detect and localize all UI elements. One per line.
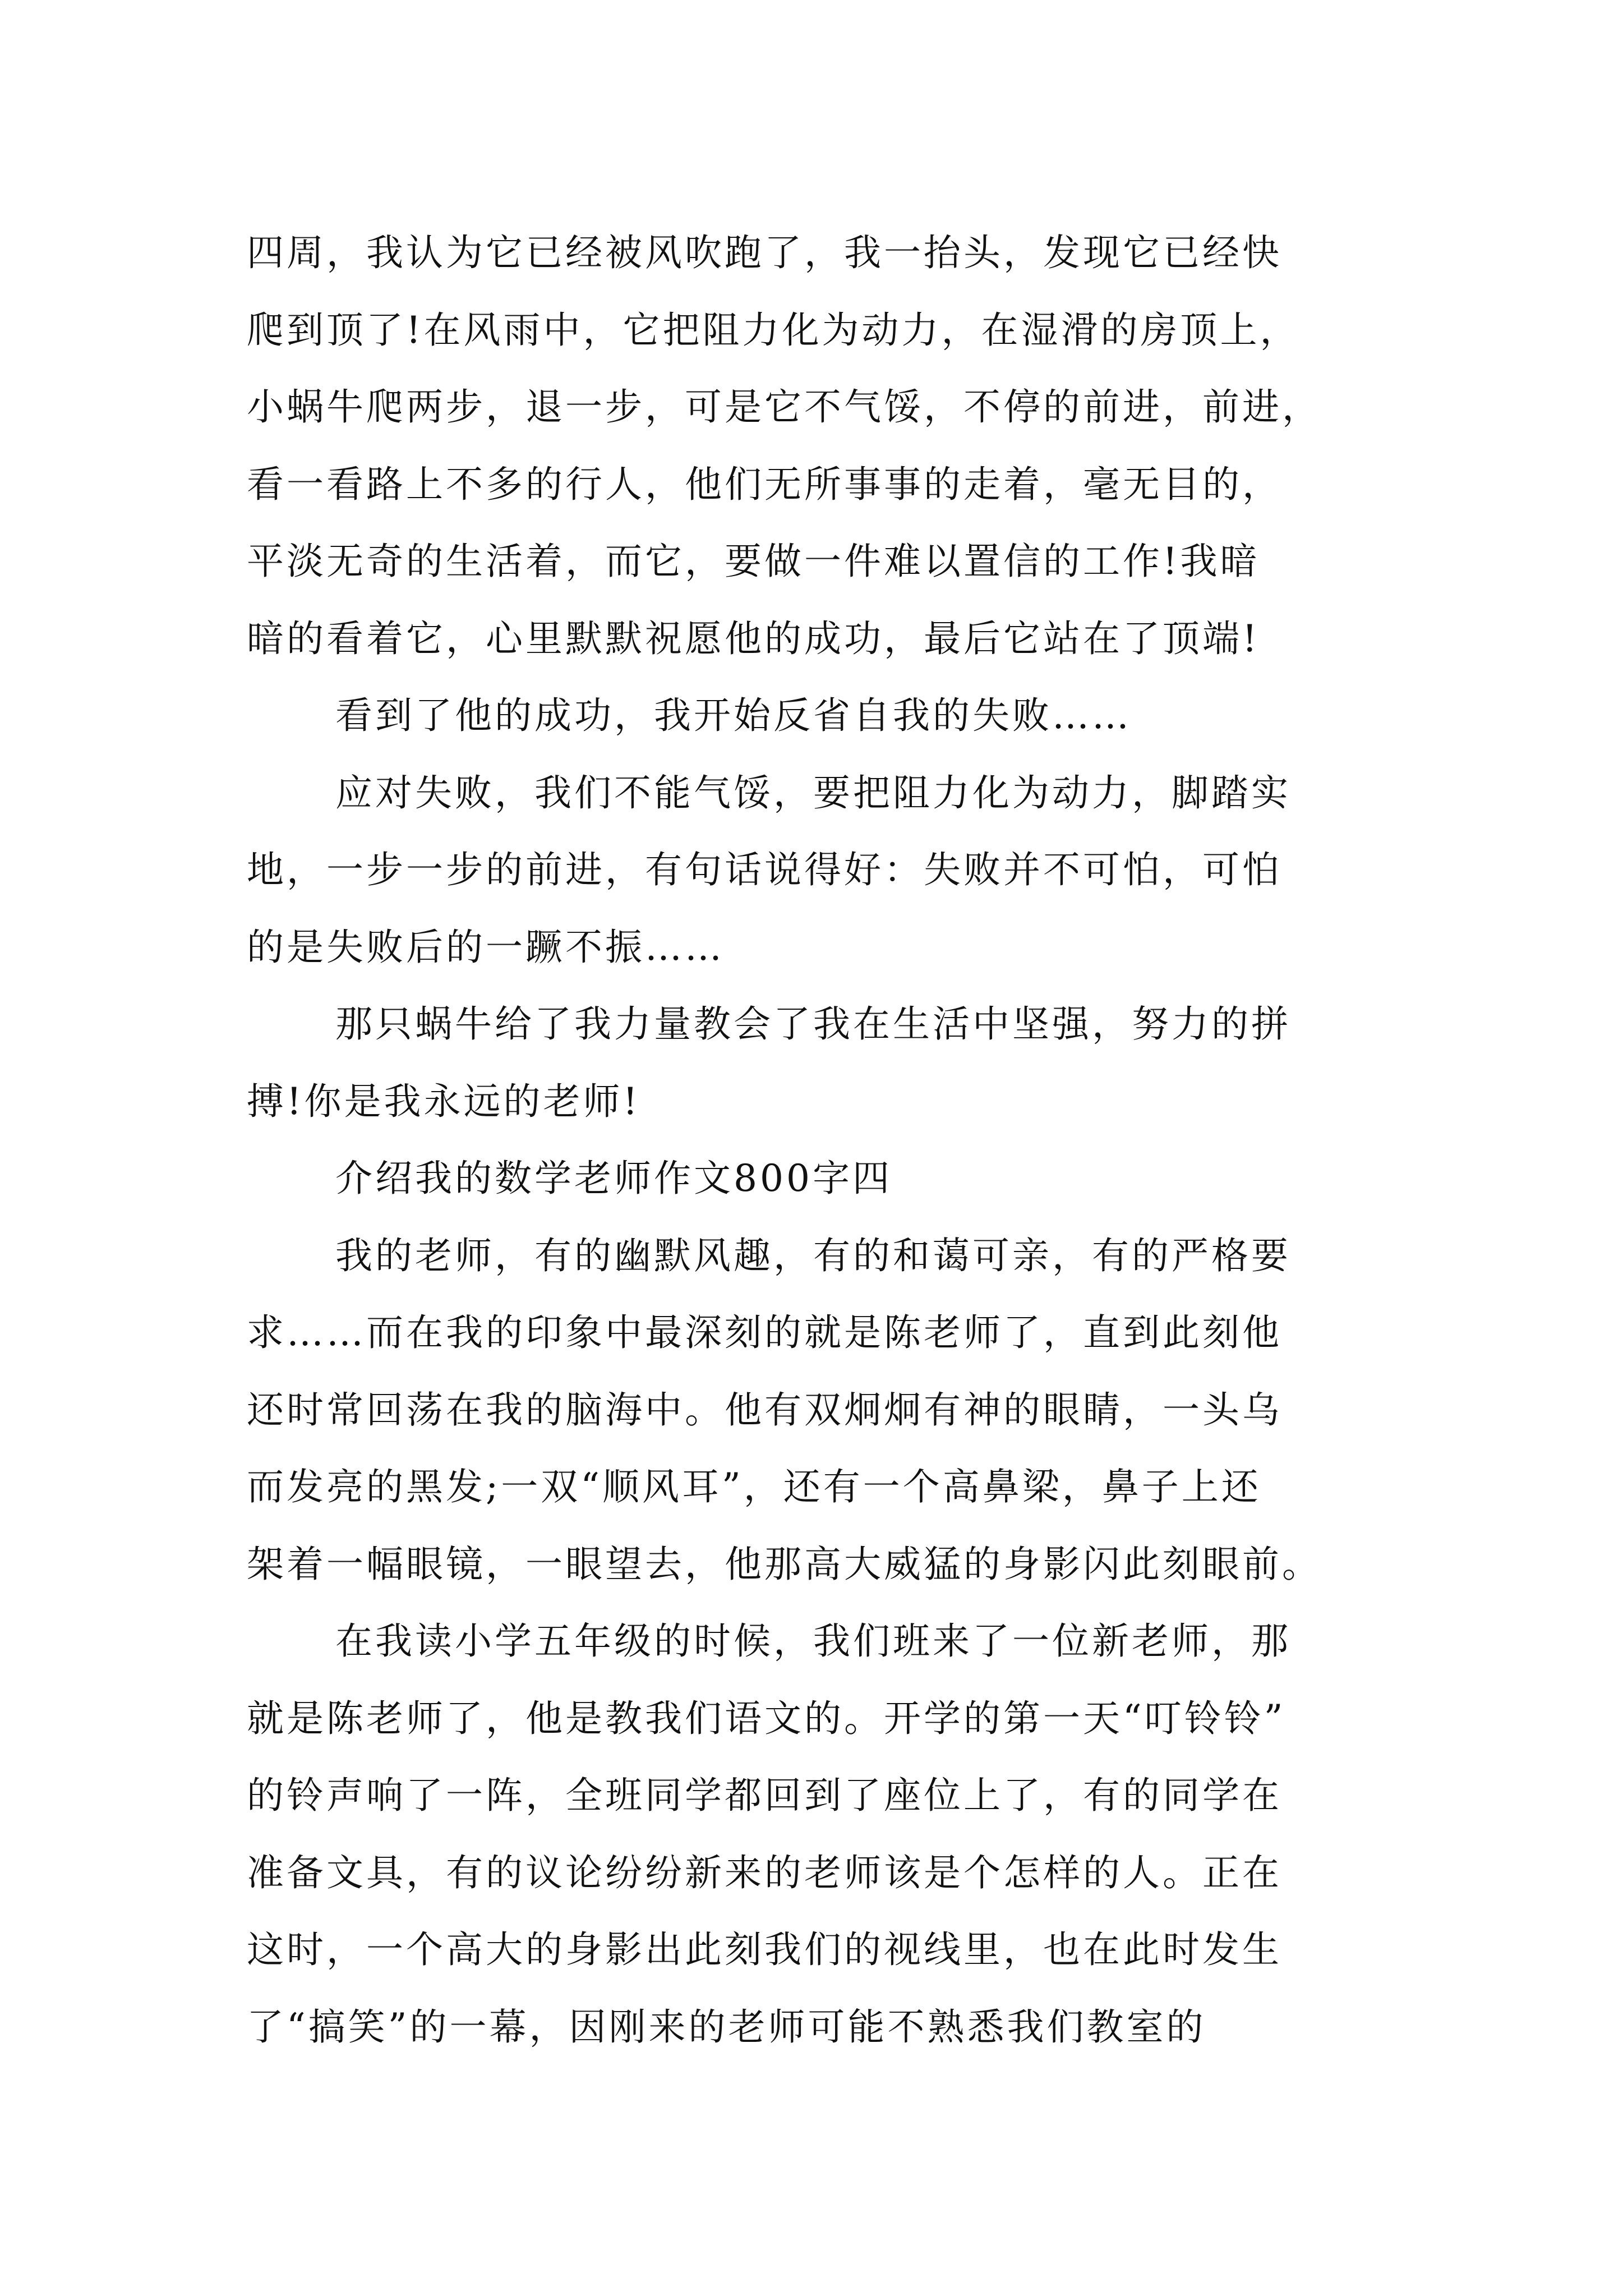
text-line: 而发亮的黑发;一双“顺风耳”，还有一个高鼻梁，鼻子上还 — [247, 1465, 1261, 1508]
text-line: 准备文具，有的议论纷纷新来的老师该是个怎样的人。正在 — [247, 1851, 1282, 1894]
text-line: 看到了他的成功，我开始反省自我的失败…… — [335, 694, 1132, 737]
text-line: 地，一步一步的前进，有句话说得好：失败并不可怕，可怕 — [247, 848, 1282, 891]
text-line: 求……而在我的印象中最深刻的就是陈老师了，直到此刻他 — [247, 1311, 1282, 1354]
text-line: 的铃声响了一阵，全班同学都回到了座位上了，有的同学在 — [247, 1774, 1282, 1817]
text-line: 四周，我认为它已经被风吹跑了，我一抬头，发现它已经快 — [247, 231, 1282, 274]
text-line: 这时，一个高大的身影出此刻我们的视线里，也在此时发生 — [247, 1928, 1282, 1971]
text-line: 介绍我的数学老师作文800字四 — [335, 1157, 892, 1200]
text-line: 爬到顶了!在风雨中，它把阻力化为动力，在湿滑的房顶上， — [247, 308, 1300, 352]
text-line: 的是失败后的一蹶不振…… — [247, 925, 725, 969]
text-line: 在我读小学五年级的时候，我们班来了一位新老师，那 — [335, 1619, 1291, 1663]
text-line: 我的老师，有的幽默风趣，有的和蔼可亲，有的严格要 — [335, 1234, 1291, 1277]
document-body — [247, 214, 1380, 2065]
text-line: 看一看路上不多的行人，他们无所事事的走着，毫无目的， — [247, 462, 1282, 506]
text-line: 应对失败，我们不能气馁，要把阻力化为动力，脚踏实 — [335, 771, 1291, 815]
text-line: 架着一幅眼镜，一眼望去，他那高大威猛的身影闪此刻眼前。 — [247, 1542, 1322, 1586]
text-line: 暗的看着它，心里默默祝愿他的成功，最后它站在了顶端! — [247, 616, 1260, 660]
text-line: 还时常回荡在我的脑海中。他有双炯炯有神的眼睛，一头乌 — [247, 1388, 1282, 1432]
text-line: 搏!你是我永远的老师! — [247, 1079, 641, 1123]
text-line: 了“搞笑”的一幕，因刚来的老师可能不熟悉我们教室的 — [247, 2005, 1206, 2049]
text-line: 小蜗牛爬两步，退一步，可是它不气馁，不停的前进，前进， — [247, 385, 1322, 429]
text-line: 那只蜗牛给了我力量教会了我在生活中坚强，努力的拼 — [335, 1002, 1291, 1046]
text-line: 平淡无奇的生活着，而它，要做一件难以置信的工作!我暗 — [247, 540, 1260, 583]
text-line: 就是陈老师了，他是教我们语文的。开学的第一天“叮铃铃” — [247, 1696, 1286, 1740]
